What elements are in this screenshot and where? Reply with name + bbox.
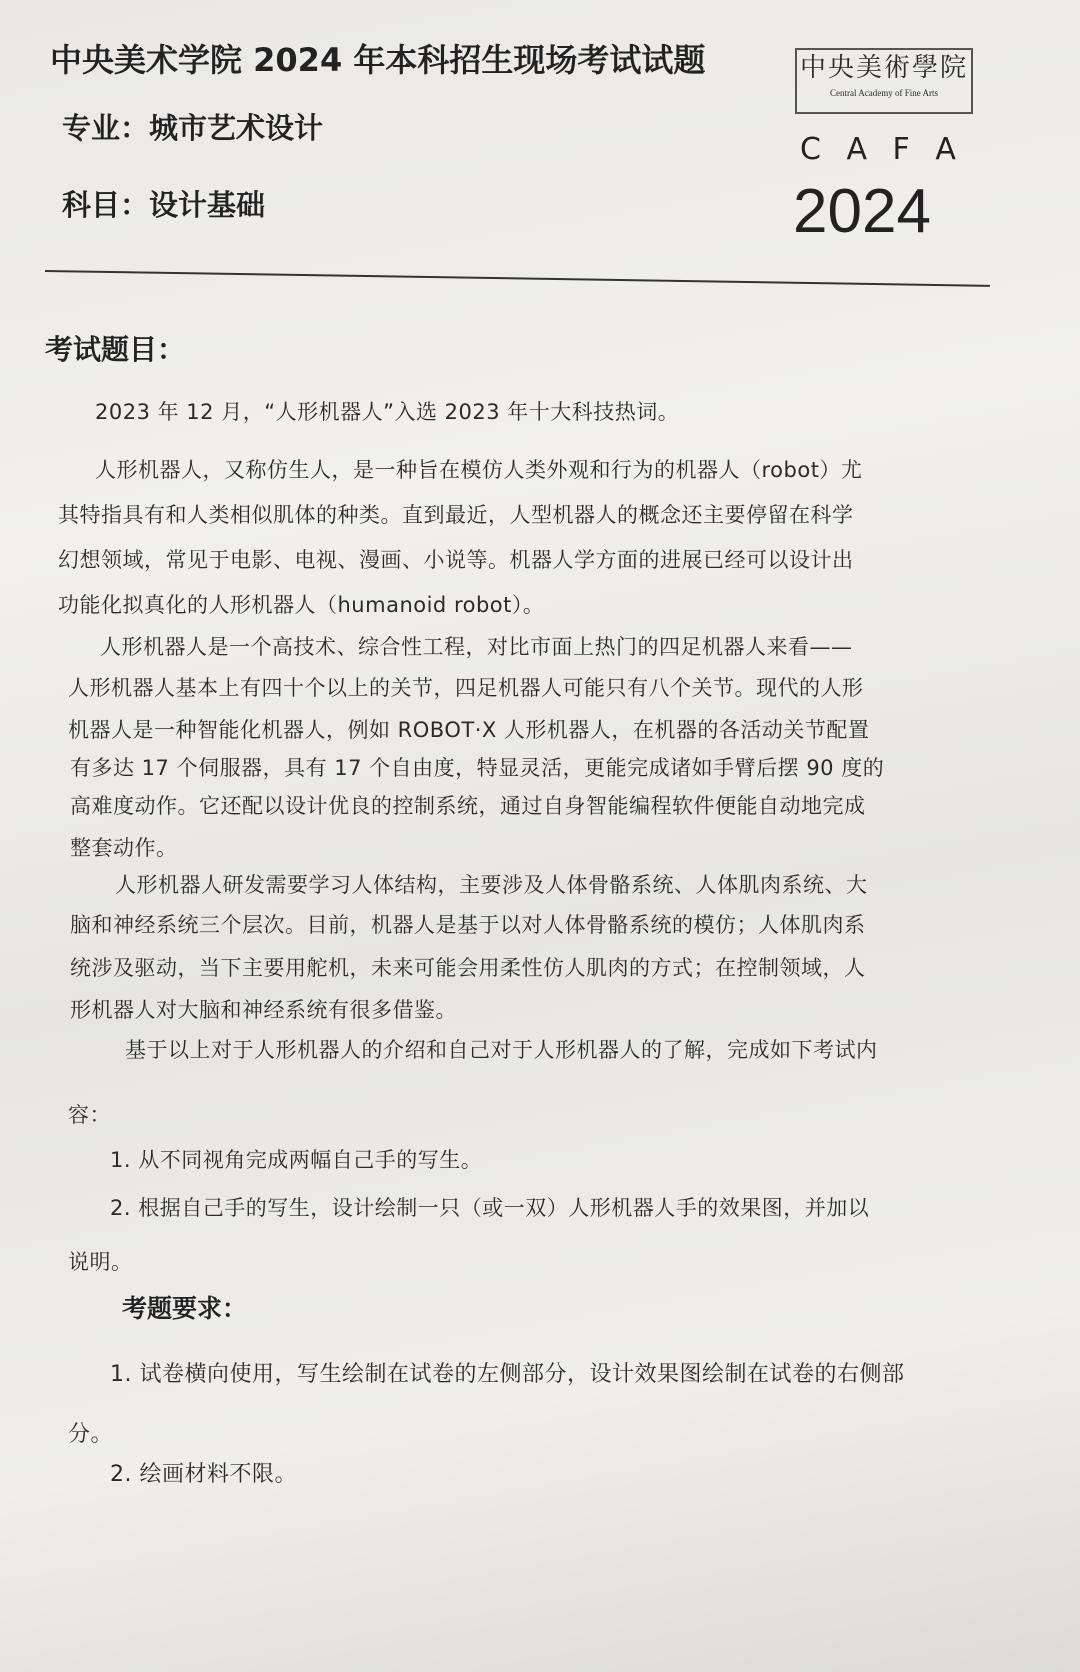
logo-chinese-name: 中央美術學院 — [799, 53, 968, 83]
header-divider — [45, 270, 990, 287]
body-line: 人形机器人，又称仿生人，是一种旨在模仿人类外观和行为的机器人（robot）尤 — [95, 458, 863, 482]
section-title: 考试题目： — [45, 333, 186, 366]
body-line: 人形机器人是一个高技术、综合性工程，对比市面上热门的四足机器人来看—— — [100, 635, 853, 659]
body-line: 脑和神经系统三个层次。目前，机器人是基于以对人体骨骼系统的模仿；人体肌肉系 — [70, 913, 866, 937]
logo-english-name: Central Academy of Fine Arts — [830, 88, 938, 98]
body-line: 人形机器人研发需要学习人体结构，主要涉及人体骨骼系统、人体肌肉系统、大 — [115, 873, 868, 897]
logo-year: 2024 — [793, 177, 931, 246]
body-line: 基于以上对于人形机器人的介绍和自己对于人形机器人的了解，完成如下考试内 — [125, 1038, 878, 1062]
requirement-line: 分。 — [68, 1422, 114, 1447]
task-item: 2. 根据自己手的写生，设计绘制一只（或一双）人形机器人手的效果图，并加以 — [110, 1196, 870, 1220]
body-line: 其特指具有和人类相似肌体的种类。直到最近，人型机器人的概念还主要停留在科学 — [58, 503, 854, 527]
body-line: 人形机器人基本上有四十个以上的关节，四足机器人可能只有八个关节。现代的人形 — [68, 676, 864, 700]
body-line: 功能化拟真化的人形机器人（humanoid robot）。 — [58, 593, 545, 617]
body-line: 机器人是一种智能化机器人，例如 ROBOT·X 人形机器人，在机器的各活动关节配置 — [68, 718, 870, 742]
exam-title: 中央美术学院 2024 年本科招生现场考试试题 — [50, 41, 706, 79]
cafa-logo — [795, 48, 973, 114]
cafa-acronym: C A F A — [800, 132, 964, 167]
body-line: 整套动作。 — [70, 836, 178, 860]
body-line: 说明。 — [68, 1250, 133, 1274]
body-line: 容： — [68, 1103, 111, 1127]
body-line: 形机器人对大脑和神经系统有很多借鉴。 — [70, 998, 457, 1022]
requirement-item: 1. 试卷横向使用，写生绘制在试卷的左侧部分，设计效果图绘制在试卷的右侧部 — [110, 1362, 905, 1387]
major-label: 专业：城市艺术设计 — [62, 111, 324, 145]
requirement-item: 2. 绘画材料不限。 — [110, 1462, 297, 1487]
requirements-title: 考题要求： — [122, 1294, 248, 1323]
body-line: 统涉及驱动，当下主要用舵机，未来可能会用柔性仿人肌肉的方式；在控制领域，人 — [70, 956, 866, 980]
body-line: 有多达 17 个伺服器，具有 17 个自由度，特显灵活，更能完成诸如手臂后摆 90 度的 — [70, 756, 885, 780]
body-line: 2023 年 12 月，“人形机器人”入选 2023 年十大科技热词。 — [95, 400, 680, 424]
subject-label: 科目：设计基础 — [62, 188, 266, 222]
body-line: 幻想领域，常见于电影、电视、漫画、小说等。机器人学方面的进展已经可以设计出 — [58, 548, 854, 572]
task-item: 1. 从不同视角完成两幅自己手的写生。 — [110, 1148, 483, 1172]
body-line: 高难度动作。它还配以设计优良的控制系统，通过自身智能编程软件便能自动地完成 — [70, 794, 866, 818]
